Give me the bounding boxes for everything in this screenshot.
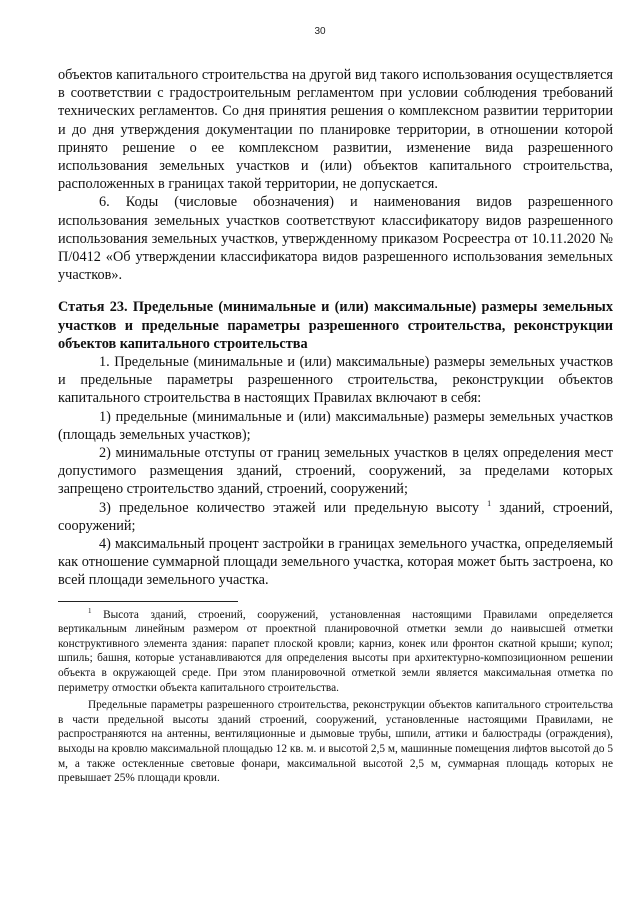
footnote-paragraph-1 bbox=[58, 608, 613, 696]
article-item-3 bbox=[58, 499, 613, 535]
page-number: 30 bbox=[314, 26, 326, 37]
article-heading: Статья 23. Предельные (минимальные и (или) максимальные) размеры земельных участков и предельные параметры разрешенного строительства, реконструкции объектов капитального строительства bbox=[58, 299, 613, 352]
article-intro: 1. Предельные (минимальные и (или) максимальные) размеры земельных участков и предельные параметры разрешенного строительства, реконструкции объектов капитального строительства в настоящих Правилах включают в себя: bbox=[58, 354, 613, 407]
article-item-2: 2) минимальные отступы от границ земельных участков в целях определения мест допустимого размещения зданий, строений, сооружений, за пределами которых запрещено строительство зданий, строений, сооружений; bbox=[58, 445, 613, 498]
article-item-4: 4) максимальный процент застройки в границах земельного участка, определяемый как отношение суммарной площади земельного участка, которая может быть застроена, ко всей площади земельного участка. bbox=[58, 536, 613, 589]
footnote-reference[interactable]: 1 bbox=[487, 498, 492, 508]
article-item-3-text-end: зданий, строений, сооружений; bbox=[58, 499, 613, 534]
paragraph-item-6: 6. Коды (числовые обозначения) и наименования видов разрешенного использования земельных участков соответствуют классификатору видов разрешенного использования земельных участков, утвержденному приказом Росреестра от 10.11.2020 № П/0412 «Об утверждении классификатора видов разрешенного использования земельных участков». bbox=[58, 194, 613, 284]
paragraph-continuation: объектов капитального строительства на другой вид такого использования осуществляется в соответствии с градостроительным регламентом при условии соблюдения требований технических регламентов. Со дня принятия решения о комплексном развитии территории и до дня утверждения документации по планировке территории, в отношении которой принято решение о ее комплексном развитии, изменение вида разрешенного использования земельных участков и (или) объектов капитального строительства, расположенных в границах такой территории, не допускается. bbox=[58, 67, 613, 193]
footnote-separator bbox=[58, 601, 238, 602]
article-item-1: 1) предельные (минимальные и (или) максимальные) размеры земельных участков (площадь земельных участков); bbox=[58, 408, 613, 443]
footnote-paragraph-2: Предельные параметры разрешенного строительства, реконструкции объектов капитального строительства в части предельной высоты зданий строений, сооружений, установленные настоящими Правилами, не распространяются на антенны, вентиляционные и дымовые трубы, шпили, аттики и балюстрады (ограждения), выходы на кровлю максимальной площадью 12 кв. м. и высотой 2,5 м, машинные помещения лифтов высотой до 5 м, а также остекленные световые фонари, максимальной высотой 2,5 м, суммарная площадь которых не превышает 25% площади кровли. bbox=[58, 699, 613, 785]
footnote-block bbox=[58, 608, 613, 786]
footnote-text-1: Высота зданий, строений, сооружений, установленная настоящими Правилами определяется вертикальным линейным размером от проектной планировочной отметки земли до наивысшей отметки конструктивного элемента здания: парапет плоской кровли; карниз, конек или фронтон скатной крыши; купол; шпиль; башня, которые устанавливаются для определения высоты при архитектурно-композиционном решении объекта в окружающей среде. При этом планировочной отметкой земли является максимальная отметка по периметру отмостки объекта капитального строительства. bbox=[58, 608, 613, 694]
article-item-3-text: 3) предельное количество этажей или предельную высоту bbox=[99, 499, 488, 516]
footnote-mark: 1 bbox=[88, 606, 92, 615]
document-body bbox=[58, 66, 613, 786]
